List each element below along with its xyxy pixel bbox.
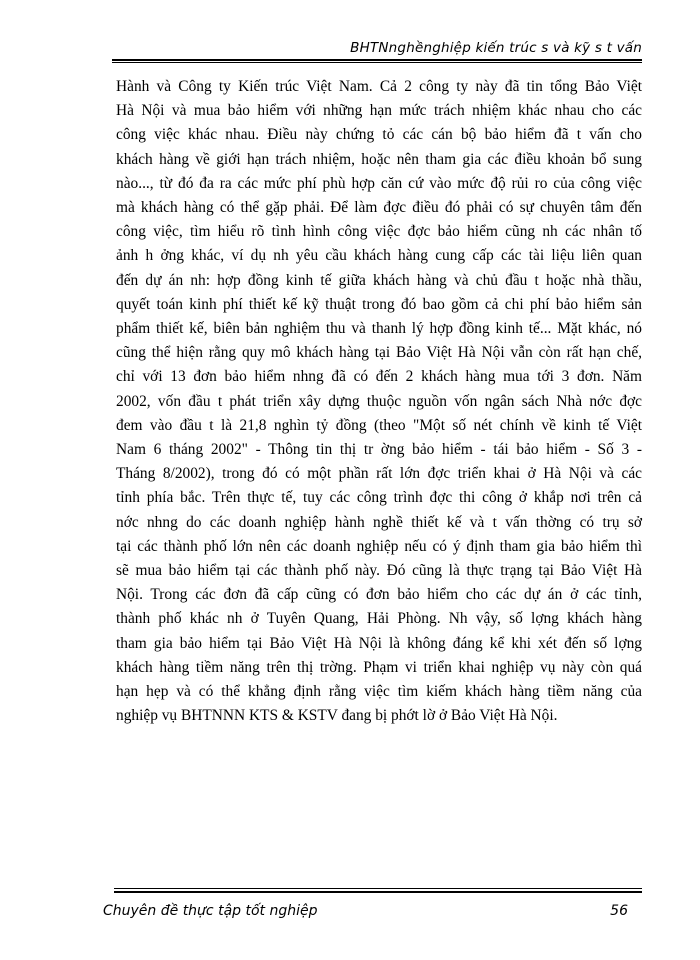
body-line: 2002, vốn đầu t phát triển xây dựng thuộc nguồn vốn ngân sách Nhà nớc đợc — [116, 392, 642, 410]
footer-rule — [114, 888, 642, 893]
body-line: hạn hẹp và có thể khẳng định rằng việc tìm kiếm khách hàng tiềm năng của — [116, 683, 642, 701]
body-line: đem vào đầu t là 21,8 nghìn tỷ đồng (theo "Một số nét chính về kinh tế Việt — [116, 416, 642, 434]
body-paragraph — [116, 75, 642, 728]
body-line: công việc khác nhau. Điều này chứng tỏ các cán bộ bảo hiểm đã t vấn cho — [116, 126, 642, 144]
body-line: đến dự án nh: hợp đồng kinh tế giữa khách hàng và chủ đầu t hoặc nhà thầu, — [116, 271, 642, 289]
body-line: Hà Nội và mua bảo hiểm với những hạn mức trách nhiệm khác nhau cho các — [116, 102, 642, 120]
body-line: Hành và Công ty Kiến trúc Việt Nam. Cả 2 công ty này đã tin tổng Bảo Việt — [116, 78, 642, 95]
body-line: tham gia bảo hiểm tại Bảo Việt Hà Nội là không đáng kể khi xét đến số lợng — [116, 634, 642, 652]
body-line: tại các thành phố lớn nên các doanh nghiệp nếu có ý định tham gia bảo hiểm thì — [116, 537, 642, 555]
body-line: Tháng 8/2002), trong đó có một phần rất lớn đợc triển khai ở Hà Nội và các — [116, 465, 642, 483]
body-line: thành phố khác nh ở Tuyên Quang, Hải Phòng. Nh vậy, số lợng khách hàng — [116, 610, 642, 628]
body-line: nghiệp vụ BHTNNN KTS & KSTV đang bị phớt lờ ở Bảo Việt Hà Nội. — [116, 707, 558, 725]
body-line: Nội. Trong các đơn đã cấp cũng có đơn bảo hiểm cho các dự án ở các tỉnh, — [116, 586, 642, 604]
body-line: nớc nhng do các doanh nghiệp hành nghề thiết kế và t vấn thờng có trụ sở — [116, 513, 642, 531]
body-line: Nam 6 tháng 2002" - Thông tin thị tr ờng bảo hiểm - tái bảo hiểm - Số 3 - — [116, 441, 642, 459]
body-line: cũng thể hiện rằng quy mô khách hàng tại Bảo Việt Hà Nội vẫn còn rất hạn chế, — [116, 344, 642, 362]
body-line: mà khách hàng có thể gặp phải. Để làm đợc điều đó phải có sự chuyên tâm đến — [116, 199, 642, 217]
header-rule — [112, 59, 642, 63]
running-footer-title: Chuyên đề thực tập tốt nghiệp — [103, 903, 318, 919]
body-line: sẽ mua bảo hiểm tại các thành phố này. Đó cũng là thực trạng tại Bảo Việt Hà — [116, 562, 642, 580]
running-header-title: BHTNnghềnghiệp kiến trúc s và kỹ s t vấn — [350, 40, 642, 56]
page-number: 56 — [610, 903, 628, 919]
body-line: khách hàng về giới hạn trách nhiệm, hoặc nên tham gia các điều khoản bổ sung — [116, 150, 642, 168]
body-line: ảnh h ởng khác, ví dụ nh yêu cầu khách hàng cung cấp các tài liệu liên quan — [116, 247, 642, 265]
body-line: quyết toán kinh phí thiết kế kỹ thuật trong đó bao gồm cả chi phí bảo hiểm sản — [116, 295, 642, 313]
body-line: tỉnh phía bắc. Trên thực tế, tuy các công trình đợc thi công ở khắp nơi trên cả — [116, 489, 642, 507]
body-line: công việc, tìm hiểu rõ tình hình công việc đợc bảo hiểm cũng nh các nhân tố — [116, 223, 642, 241]
body-line: khách hàng tiềm năng trên thị trờng. Phạm vi triển khai nghiệp vụ này còn quá — [116, 658, 642, 676]
body-line: nào..., từ đó đa ra các mức phí phù hợp căn cứ vào mức độ rủi ro của công việc — [116, 174, 642, 192]
body-line: chỉ với 13 đơn bảo hiểm nhng đã có đến 2 khách hàng mua tới 3 đơn. Năm — [116, 368, 642, 386]
body-line: phẩm thiết kế, biên bản nghiệm thu và thanh lý hợp đồng kinh tế... Mặt khác, nó — [116, 320, 642, 338]
